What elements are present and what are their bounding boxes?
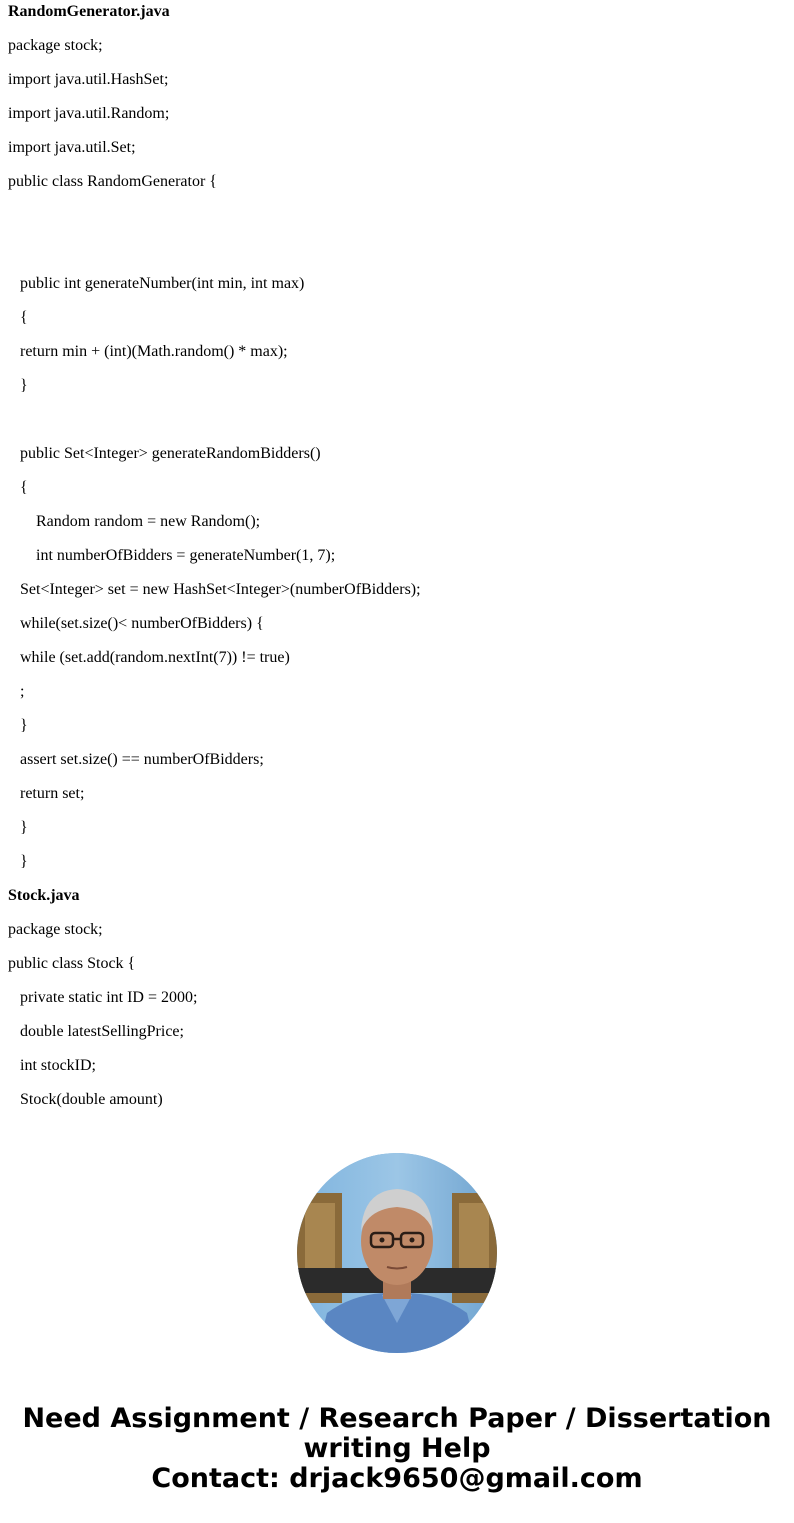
code-line: ; <box>20 683 25 700</box>
code-line: } <box>20 853 28 870</box>
code-line: import java.util.Set; <box>8 139 136 156</box>
code-line: } <box>20 717 28 734</box>
code-line: public class RandomGenerator { <box>8 173 217 190</box>
code-line: int numberOfBidders = generateNumber(1, 7); <box>36 547 336 564</box>
file-heading-stock: Stock.java <box>8 887 80 904</box>
code-line: private static int ID = 2000; <box>20 989 198 1006</box>
code-line: assert set.size() == numberOfBidders; <box>20 751 264 768</box>
promo-line-1: Need Assignment / Research Paper / Dissertation <box>22 1403 772 1434</box>
code-line: import java.util.HashSet; <box>8 71 169 88</box>
code-line: return set; <box>20 785 85 802</box>
portrait-image <box>297 1153 497 1353</box>
promo-line-2: writing Help <box>303 1433 491 1464</box>
code-line: package stock; <box>8 921 103 938</box>
code-line: return min + (int)(Math.random() * max); <box>20 343 288 360</box>
code-line: double latestSellingPrice; <box>20 1023 184 1040</box>
code-line: public int generateNumber(int min, int max) <box>20 275 305 292</box>
code-line: public class Stock { <box>8 955 136 972</box>
code-line: import java.util.Random; <box>8 105 170 122</box>
code-line: package stock; <box>8 37 103 54</box>
code-line: while(set.size()< numberOfBidders) { <box>20 615 264 632</box>
code-line: Stock(double amount) <box>20 1091 163 1108</box>
code-line: while (set.add(random.nextInt(7)) != true) <box>20 649 290 666</box>
contact-line: Contact: drjack9650@gmail.com <box>151 1463 643 1494</box>
code-line: Random random = new Random(); <box>36 513 261 530</box>
code-line: { <box>20 309 28 326</box>
code-line: { <box>20 479 28 496</box>
author-photo <box>297 1153 497 1353</box>
code-line: int stockID; <box>20 1057 96 1074</box>
code-line: } <box>20 819 28 836</box>
code-line: } <box>20 377 28 394</box>
file-heading-random-generator: RandomGenerator.java <box>8 3 170 20</box>
code-line: public Set<Integer> generateRandomBidders() <box>20 445 321 462</box>
code-line: Set<Integer> set = new HashSet<Integer>(numberOfBidders); <box>20 581 421 598</box>
